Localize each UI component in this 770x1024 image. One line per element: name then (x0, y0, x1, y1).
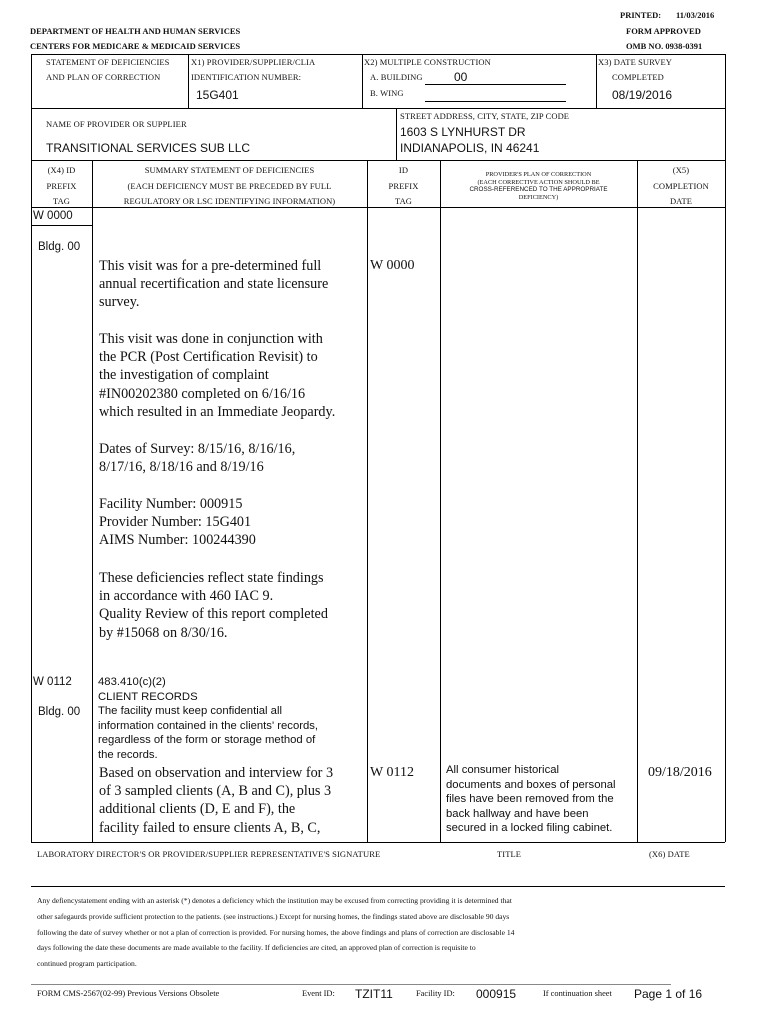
col-x5-header-3: DATE (669, 196, 693, 206)
building-label: A. BUILDING (370, 72, 423, 82)
col-plan-header-1: PROVIDER'S PLAN OF CORRECTION (485, 171, 592, 178)
entry1-tag-rule (31, 225, 92, 226)
rule-v-plan (637, 160, 638, 842)
wing-label: B. WING (370, 88, 404, 98)
entry2-paragraph-1: Based on observation and interview for 3 of 3 sampled clients (A, B and C), plus 3 additional clients (D, E and F), the facility failed to ensure clients A, B, C, (99, 765, 334, 836)
title-label: TITLE (497, 849, 522, 859)
omb-number: OMB NO. 0938-0391 (626, 41, 703, 51)
col-x4-header-3: TAG (52, 196, 71, 206)
col-plan-header-2: (EACH CORRECTIVE ACTION SHOULD BE (477, 179, 600, 186)
x2-label: X2) MULTIPLE CONSTRUCTION (364, 57, 491, 67)
rule-body-bottom (31, 842, 725, 843)
entry2-tag: W 0112 (33, 676, 72, 688)
form-approved-label: FORM APPROVED (626, 26, 701, 36)
rule-v-id (440, 160, 441, 842)
facility-id-value: 000915 (476, 987, 517, 1001)
col-x4-header-2: PREFIX (46, 181, 77, 191)
x1-label-2: IDENTIFICATION NUMBER: (191, 72, 302, 82)
rule-signature (31, 886, 725, 887)
col-x5-header-1: (X5) (672, 165, 690, 175)
entry1-paragraph-1: This visit was for a pre-determined full annual recertification and state licensure survey. (99, 258, 329, 311)
x6-date-label: (X6) DATE (649, 849, 690, 859)
entry2-regulation: 483.410(c)(2) CLIENT RECORDS The facility must keep confidential all information contained in the clients' records, regardless of the form or storage method of the records. (98, 676, 319, 761)
address-line-2: INDIANAPOLIS, IN 46241 (400, 141, 540, 155)
page-number: Page 1 of 16 (634, 987, 703, 1001)
col-summary-header-3: REGULATORY OR LSC IDENTIFYING INFORMATION) (123, 196, 336, 206)
address-line-1: 1603 S LYNHURST DR (400, 125, 526, 139)
disclaimer-line-3: following the date of survey whether or not a plan of correction is provided. For nursing homes, the above findings and plans of correction are disclosable 14 (37, 928, 515, 937)
col-id-header-1: ID (398, 165, 409, 175)
disclaimer-line-4: days following the date these documents are made available to the facility. If deficiencies are cited, an approved plan of correction is requisite to (37, 943, 476, 952)
department-title: DEPARTMENT OF HEALTH AND HUMAN SERVICES (30, 26, 241, 36)
entry2-building: Bldg. 00 (38, 706, 81, 718)
statement-label-1: STATEMENT OF DEFICIENCIES (46, 57, 170, 67)
rule-v-x3 (596, 54, 597, 108)
printed-label: PRINTED: (620, 10, 662, 20)
disclaimer-line-5: continued program participation. (37, 959, 137, 968)
building-underline (425, 84, 566, 85)
rule-v-provider (396, 108, 397, 160)
form-identifier: FORM CMS-2567(02-99) Previous Versions Obsolete (37, 989, 220, 998)
entry1-paragraph-4: Facility Number: 000915 Provider Number: 15G401 AIMS Number: 100244390 (99, 496, 256, 549)
col-summary-header-2: (EACH DEFICIENCY MUST BE PRECEDED BY FULL (127, 181, 332, 191)
provider-name-label: NAME OF PROVIDER OR SUPPLIER (46, 119, 187, 129)
x1-label: X1) PROVIDER/SUPPLIER/CLIA (191, 57, 316, 67)
entry1-tag: W 0000 (33, 210, 73, 222)
rule-top (31, 54, 725, 55)
col-id-header-2: PREFIX (388, 181, 419, 191)
provider-name-value: TRANSITIONAL SERVICES SUB LLC (46, 141, 251, 155)
entry1-paragraph-3: Dates of Survey: 8/15/16, 8/16/16, 8/17/16, 8/18/16 and 8/19/16 (99, 441, 296, 476)
entry1-paragraph-2: This visit was done in conjunction with the PCR (Post Certification Revisit) to the investigation of complaint #IN00202380 completed on 6/16/16 which resulted in an Immediate Jeopardy. (99, 331, 336, 420)
printed-date: 11/03/2016 (676, 10, 715, 20)
continuation-label: If continuation sheet (543, 989, 612, 998)
statement-label-2: AND PLAN OF CORRECTION (46, 72, 161, 82)
survey-completed-date: 08/19/2016 (612, 88, 673, 102)
rule-v-x2 (362, 54, 363, 108)
disclaimer-line-1: Any defiencystatement ending with an asterisk (*) denotes a deficiency which the institution may be excused from correcting providing it is determined that (37, 896, 512, 905)
rule-footer (31, 984, 671, 985)
rule-columns (31, 207, 725, 208)
disclaimer-line-2: other safegaurds provide sufficient protection to the patients. (see instructions.) Except for nursing homes, the findings stated above are disclosable 90 days (37, 912, 510, 921)
rule-v-x1 (188, 54, 189, 108)
x3-label-2: COMPLETED (612, 72, 664, 82)
wing-underline (425, 101, 566, 102)
building-value: 00 (454, 70, 468, 84)
centers-title: CENTERS FOR MEDICARE & MEDICAID SERVICES (30, 41, 241, 51)
x3-label: X3) DATE SURVEY (598, 57, 673, 67)
facility-id-label: Facility ID: (416, 989, 455, 998)
entry1-building: Bldg. 00 (38, 241, 81, 253)
entry2-right-tag: W 0112 (370, 765, 414, 780)
entry2-completion-date: 09/18/2016 (648, 765, 712, 780)
rule-v-summary (367, 160, 368, 842)
provider-number-value: 15G401 (196, 88, 239, 102)
col-summary-header-1: SUMMARY STATEMENT OF DEFICIENCIES (144, 165, 315, 175)
event-id-value: TZIT11 (355, 987, 393, 1001)
rule-right (725, 54, 726, 842)
col-x4-header-1: (X4) ID (47, 165, 76, 175)
entry1-paragraph-5: These deficiencies reflect state findings in accordance with 460 IAC 9. Quality Review of this report completed by #15068 on 8/30/16. (99, 570, 328, 641)
col-plan-header-3: CROSS-REFERENCED TO THE APPROPRIATE (469, 186, 608, 193)
col-id-header-3: TAG (394, 196, 413, 206)
rule-provider (31, 160, 725, 161)
event-id-label: Event ID: (302, 989, 335, 998)
entry1-right-tag: W 0000 (370, 258, 415, 273)
col-x5-header-2: COMPLETION (653, 181, 709, 191)
address-label: STREET ADDRESS, CITY, STATE, ZIP CODE (400, 111, 570, 121)
col-plan-header-4: DEFICIENCY) (518, 194, 559, 201)
signature-label: LABORATORY DIRECTOR'S OR PROVIDER/SUPPLIER REPRESENTATIVE'S SIGNATURE (37, 849, 381, 859)
rule-id-block (31, 108, 725, 109)
entry2-plan-of-correction: All consumer historical documents and boxes of personal files have been removed from the back hallway and have been secured in a locked filing cabinet. (446, 764, 616, 835)
rule-v-tag (92, 160, 93, 842)
